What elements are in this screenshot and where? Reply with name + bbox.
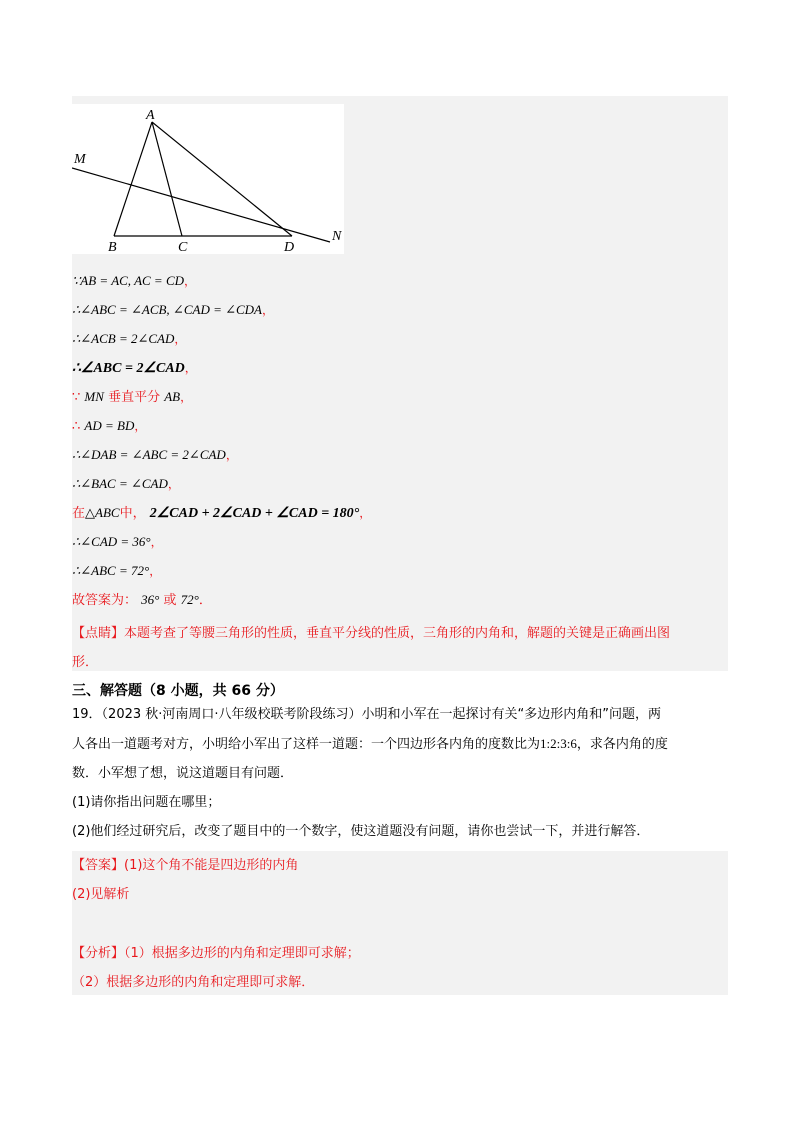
segment-ac	[152, 122, 182, 236]
geometry-figure	[72, 104, 344, 254]
final-answer-line: 故答案为： 36° 或 72°．	[72, 592, 212, 608]
label-b: B	[108, 240, 117, 254]
analysis-19-block	[72, 939, 732, 997]
solution-line-7: ∴∠DAB = ∠ABC = 2∠CAD，	[72, 447, 238, 462]
comment-line-1: 【点睛】本题考查了等腰三角形的性质，垂直平分线的性质，三角形的内角和，解题的关键是正确画出图	[72, 626, 671, 641]
label-m: M	[74, 152, 86, 167]
section-heading: 三、解答题（8 小题，共 66 分）	[72, 683, 284, 699]
solution-line-3: ∴∠ACB = 2∠CAD，	[72, 331, 187, 346]
comment-line-2: 形．	[72, 655, 99, 670]
answer-19-block	[72, 851, 732, 909]
question-19-part-1: (1)请你指出问题在哪里；	[72, 795, 221, 810]
question-19-line-1: 19．（2023 秋·河南周口·八年级校联考阶段练习）小明和小军在一起探讨有关“多边形内角和”问题，两	[72, 707, 661, 722]
question-19	[72, 700, 732, 846]
solution-line-8: ∴∠BAC = ∠CAD，	[72, 476, 180, 491]
segment-ad	[152, 122, 292, 236]
comment-paragraph	[72, 619, 732, 677]
solution-line-11: ∴∠ABC = 72°，	[72, 563, 162, 578]
label-d: D	[284, 240, 295, 254]
line-mn	[72, 168, 330, 242]
question-19-line-3: 数．小军想了想，说这道题目有问题．	[72, 766, 294, 781]
label-a: A	[146, 108, 155, 123]
solution-line-10: ∴∠CAD = 36°，	[72, 534, 163, 549]
answer-19-line-1: 【答案】(1)这个角不能是四边形的内角	[72, 858, 299, 873]
label-n: N	[332, 229, 342, 244]
solution-line-5: ∵ MN 垂直平分 AB，	[72, 389, 193, 405]
solution-line-6: ∴ AD = BD，	[72, 418, 147, 434]
answer-19-line-2: (2)见解析	[72, 887, 130, 902]
analysis-19-line-2: （2）根据多边形的内角和定理即可求解．	[72, 975, 315, 990]
segment-ab	[114, 122, 152, 236]
question-19-line-2: 人各出一道题考对方，小明给小军出了这样一道题：一个四边形各内角的度数比为1:2:3:6，求各内角的度	[72, 736, 668, 752]
question-19-part-2: (2)他们经过研究后，改变了题目中的一个数字，使这道题没有问题，请你也尝试一下，并进行解答．	[72, 824, 650, 839]
triangle-diagram	[72, 104, 344, 254]
solution-line-9: 在△ABC中， 2∠CAD + 2∠CAD + ∠CAD = 180°，	[72, 505, 372, 521]
label-c: C	[178, 240, 188, 254]
solution-line-1: ∵AB = AC, AC = CD，	[72, 273, 197, 288]
analysis-19-line-1: 【分析】（1）根据多边形的内角和定理即可求解；	[72, 946, 360, 961]
solution-line-4: ∴∠ABC = 2∠CAD，	[72, 361, 197, 376]
solution-line-2: ∴∠ABC = ∠ACB, ∠CAD = ∠CDA，	[72, 302, 275, 317]
